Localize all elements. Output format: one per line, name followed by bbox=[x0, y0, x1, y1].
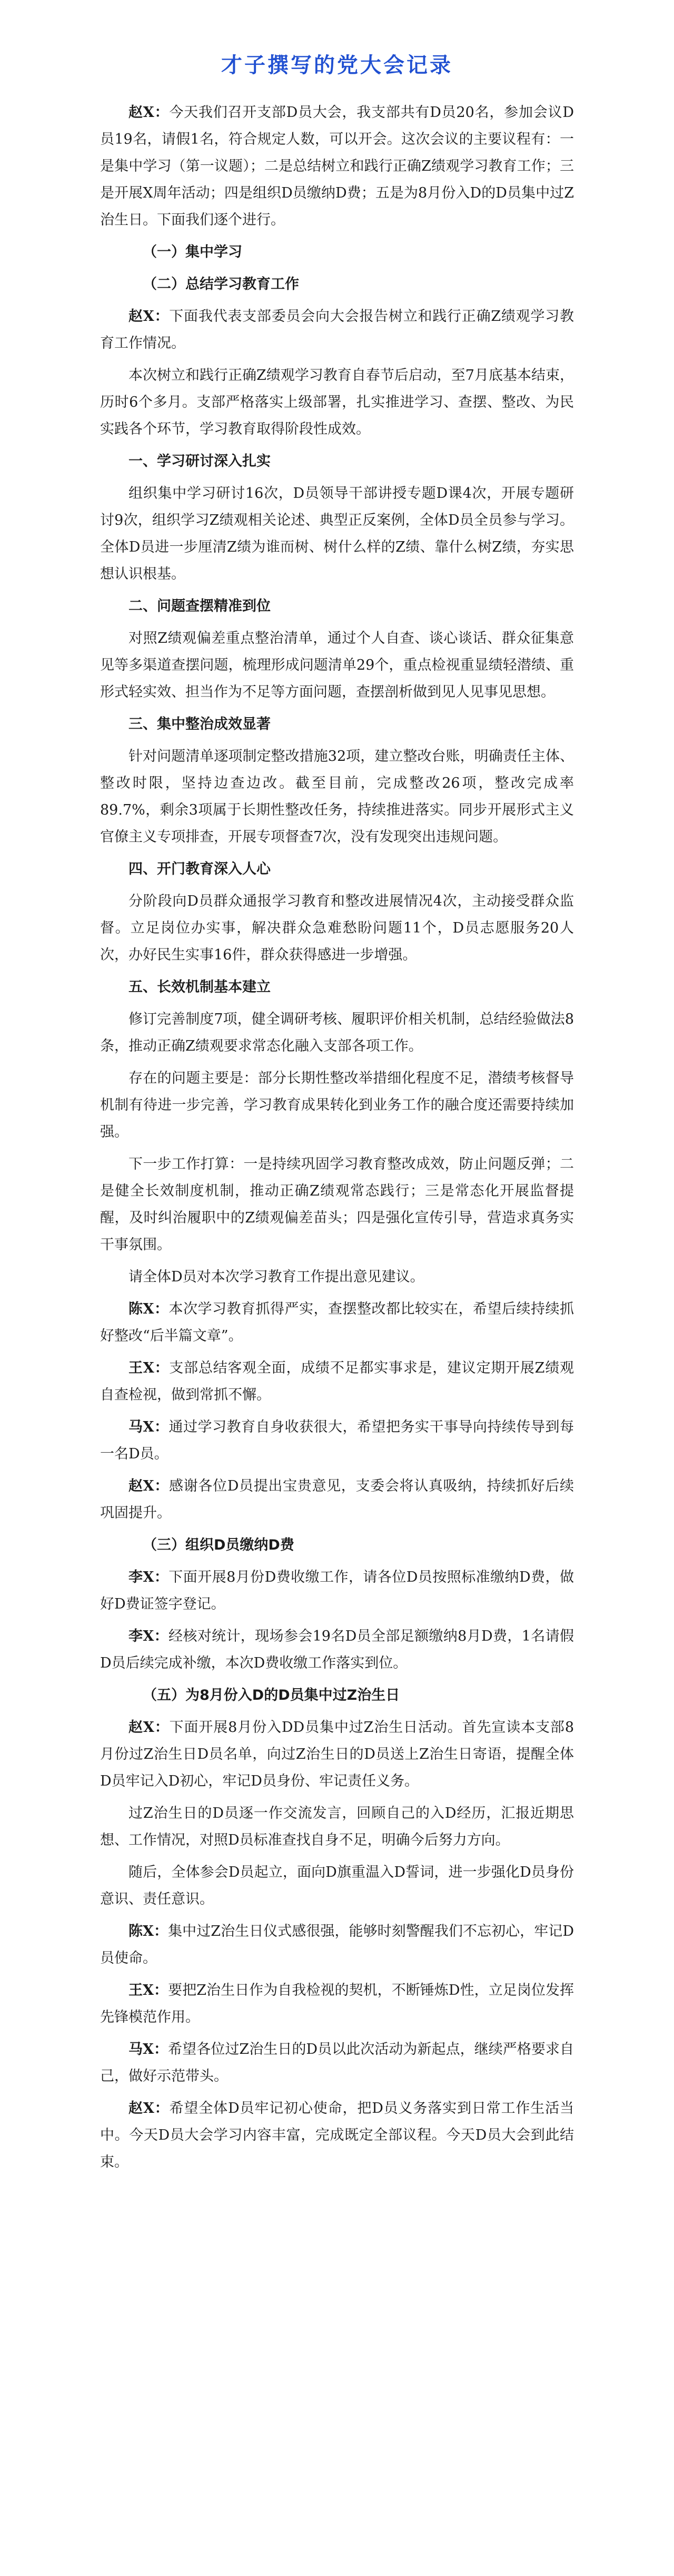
paragraph bbox=[100, 625, 574, 706]
section-heading: （三）组织D员缴纳D费 bbox=[143, 1537, 294, 1553]
paragraph bbox=[100, 1473, 574, 1526]
paragraph bbox=[100, 2036, 574, 2090]
section-heading: （五）为8月份入D的D员集中过Z治生日 bbox=[143, 1687, 400, 1703]
paragraph bbox=[100, 1714, 574, 1795]
speaker-label: 陈X： bbox=[128, 1301, 169, 1317]
paragraph bbox=[100, 480, 574, 587]
section-heading: 五、长效机制基本建立 bbox=[128, 979, 271, 995]
document-title: 才子撰写的党大会记录 bbox=[221, 53, 453, 77]
paragraph-text: 下面开展8月份D费收缴工作，请各位D员按照标准缴纳D费，做好D费证签字登记。 bbox=[100, 1569, 574, 1612]
paragraph-text: 请全体D员对本次学习教育工作提出意见建议。 bbox=[128, 1269, 424, 1285]
section-heading: 三、集中整治成效显著 bbox=[128, 716, 271, 732]
paragraph bbox=[100, 1151, 574, 1258]
paragraph-text: 下一步工作打算：一是持续巩固学习教育整改成效，防止问题反弹；二是健全长效制度机制，推动正确Z绩观常态践行；三是常态化开展监督提醒，及时纠治履职中的Z绩观偏差苗头；四是强化宣传引导，营造求真务实干事氛围。 bbox=[100, 1156, 574, 1253]
speaker-label: 赵X： bbox=[128, 1719, 170, 1736]
paragraph-text: 集中过Z治生日仪式感很强，能够时刻警醒我们不忘初心，牢记D员使命。 bbox=[100, 1923, 574, 1966]
speaker-label: 赵X： bbox=[128, 2100, 170, 2117]
paragraph-text: 下面开展8月份入DD员集中过Z治生日活动。首先宣读本支部8月份过Z治生日D员名单，向过Z治生日的D员送上Z治生日寄语，提醒全体D员牢记入D初心，牢记D员身份、牢记责任义务。 bbox=[100, 1719, 574, 1789]
paragraph bbox=[100, 303, 574, 357]
section-heading: （二）总结学习教育工作 bbox=[143, 276, 299, 292]
paragraph bbox=[100, 1623, 574, 1677]
paragraph-text: 分阶段向D员群众通报学习教育和整改进展情况4次，主动接受群众监督。立足岗位办实事，解决群众急难愁盼问题11个，D员志愿服务20人次，办好民生实事16件，群众获得感进一步增强。 bbox=[100, 893, 574, 963]
paragraph-text: 希望全体D员牢记初心使命，把D员义务落实到日常工作生活当中。今天D员大会学习内容丰富，完成既定全部议程。今天D员大会到此结束。 bbox=[100, 2100, 574, 2170]
section-heading: 一、学习研讨深入扎实 bbox=[128, 453, 271, 469]
speaker-label: 王X： bbox=[128, 1360, 170, 1376]
paragraph-text: 今天我们召开支部D员大会，我支部共有D员20名，参加会议D员19名，请假1名，符合规定人数，可以开会。这次会议的主要议程有：一是集中学习（第一议题）；二是总结树立和践行正确Z绩观学习教育工作；三是开展X周年活动；四是组织D员缴纳D费；五是为8月份入D的D员集中过Z治生日。下面我们逐个进行。 bbox=[100, 104, 574, 228]
document-body bbox=[100, 99, 574, 2176]
speaker-label: 赵X： bbox=[128, 308, 170, 325]
paragraph bbox=[100, 743, 574, 850]
speaker-label: 王X： bbox=[128, 1982, 168, 1999]
paragraph-text: 经核对统计，现场参会19名D员全部足额缴纳8月D费，1名请假D员后续完成补缴，本次D费收缴工作落实到位。 bbox=[100, 1628, 574, 1671]
speaker-label: 李X： bbox=[128, 1628, 169, 1644]
paragraph-text: 下面我代表支部委员会向大会报告树立和践行正确Z绩观学习教育工作情况。 bbox=[100, 308, 574, 351]
paragraph-text: 针对问题清单逐项制定整改措施32项，建立整改台账，明确责任主体、整改时限，坚持边查边改。截至目前，完成整改26项，整改完成率89.7%，剩余3项属于长期性整改任务，持续推进落实。同步开展形式主义官僚主义专项排查，开展专项督查7次，没有发现突出违规问题。 bbox=[100, 748, 574, 845]
paragraph-text: 修订完善制度7项，健全调研考核、履职评价相关机制，总结经验做法8条，推动正确Z绩观要求常态化融入支部各项工作。 bbox=[100, 1011, 574, 1054]
paragraph-text: 支部总结客观全面，成绩不足都实事求是，建议定期开展Z绩观自查检视，做到常抓不懈。 bbox=[100, 1360, 574, 1403]
paragraph-text: 要把Z治生日作为自我检视的契机，不断锤炼D性，立足岗位发挥先锋模范作用。 bbox=[100, 1982, 574, 2025]
paragraph bbox=[100, 1414, 574, 1467]
paragraph bbox=[100, 1977, 574, 2031]
speaker-label: 李X： bbox=[128, 1569, 169, 1585]
paragraph-text: 通过学习教育自身收获很大，希望把务实干事导向持续传导到每一名D员。 bbox=[100, 1419, 574, 1462]
paragraph bbox=[100, 1263, 574, 1290]
paragraph-text: 存在的问题主要是：部分长期性整改举措细化程度不足，潜绩考核督导机制有待进一步完善，学习教育成果转化到业务工作的融合度还需要持续加强。 bbox=[100, 1070, 574, 1140]
paragraph-text: 本次树立和践行正确Z绩观学习教育自春节后启动，至7月底基本结束，历时6个多月。支部严格落实上级部署，扎实推进学习、查摆、整改、为民实践各个环节，学习教育取得阶段性成效。 bbox=[100, 367, 574, 437]
paragraph-text: 希望各位过Z治生日的D员以此次活动为新起点，继续严格要求自己，做好示范带头。 bbox=[100, 2041, 574, 2084]
paragraph bbox=[100, 1296, 574, 1349]
speaker-label: 赵X： bbox=[128, 104, 170, 121]
paragraph-text: 过Z治生日的D员逐一作交流发言，回顾自己的入D经历，汇报近期思想、工作情况，对照D员标准查找自身不足，明确今后努力方向。 bbox=[100, 1805, 574, 1848]
paragraph bbox=[100, 362, 574, 443]
paragraph bbox=[100, 1800, 574, 1854]
paragraph-text: 组织集中学习研讨16次，D员领导干部讲授专题D课4次，开展专题研讨9次，组织学习Z绩观相关论述、典型正反案例，全体D员全员参与学习。全体D员进一步厘清Z绩为谁而树、树什么样的Z绩、靠什么树Z绩，夯实思想认识根基。 bbox=[100, 485, 574, 582]
paragraph bbox=[100, 1006, 574, 1060]
speaker-label: 马X： bbox=[128, 1419, 169, 1435]
paragraph-text: 随后，全体参会D员起立，面向D旗重温入D誓词，进一步强化D员身份意识、责任意识。 bbox=[100, 1864, 574, 1907]
speaker-label: 马X： bbox=[128, 2041, 168, 2058]
section-heading: 二、问题查摆精准到位 bbox=[128, 598, 271, 614]
paragraph bbox=[100, 1355, 574, 1408]
speaker-label: 赵X： bbox=[128, 1478, 169, 1494]
paragraph bbox=[100, 99, 574, 233]
paragraph bbox=[100, 888, 574, 968]
paragraph-text: 对照Z绩观偏差重点整治清单，通过个人自查、谈心谈话、群众征集意见等多渠道查摆问题，梳理形成问题清单29个，重点检视重显绩轻潜绩、重形式轻实效、担当作为不足等方面问题，查摆剖析做到见人见事见思想。 bbox=[100, 630, 574, 700]
paragraph bbox=[100, 2095, 574, 2176]
speaker-label: 陈X： bbox=[128, 1923, 168, 1940]
paragraph bbox=[100, 1918, 574, 1972]
paragraph-text: 感谢各位D员提出宝贵意见，支委会将认真吸纳，持续抓好后续巩固提升。 bbox=[100, 1478, 574, 1521]
paragraph bbox=[100, 1065, 574, 1145]
paragraph bbox=[100, 1564, 574, 1618]
paragraph-text: 本次学习教育抓得严实，查摆整改都比较实在，希望后续持续抓好整改“后半篇文章”。 bbox=[100, 1301, 574, 1344]
section-heading: （一）集中学习 bbox=[143, 244, 242, 260]
paragraph bbox=[100, 1859, 574, 1913]
section-heading: 四、开门教育深入人心 bbox=[128, 861, 271, 877]
